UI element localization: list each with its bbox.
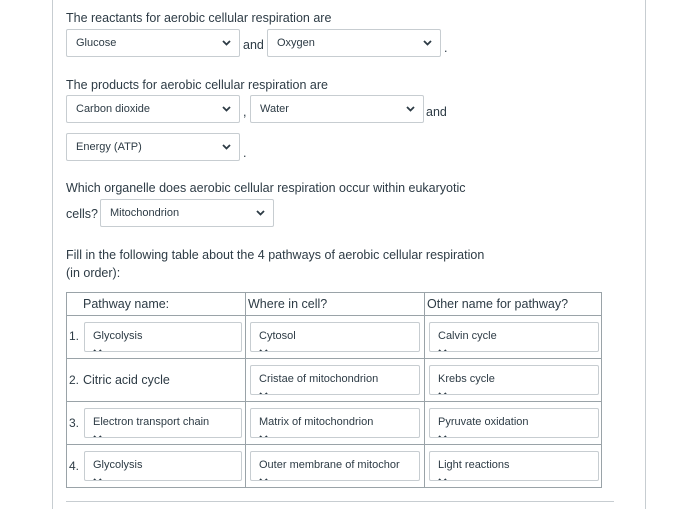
q1-end: . [444, 41, 448, 55]
location-cell [246, 316, 425, 359]
location-cell [246, 359, 425, 402]
location-select[interactable] [250, 365, 420, 395]
q2-end: . [243, 146, 247, 160]
product-2-value: Water [260, 103, 289, 115]
chevron-down-icon [259, 478, 419, 481]
chevron-down-icon [438, 478, 598, 481]
header-pathway-name [67, 293, 246, 316]
other-name-select[interactable] [429, 322, 599, 352]
chevron-down-icon [93, 349, 241, 352]
reactant-2-select[interactable] [267, 29, 441, 57]
header-pathway-name-label: Pathway name: [83, 297, 170, 311]
chevron-down-icon [259, 349, 419, 352]
pathway-value: Citric acid cycle [83, 373, 170, 387]
chevron-down-icon [438, 349, 598, 352]
location-select[interactable] [250, 322, 420, 352]
q2-prompt: The products for aerobic cellular respiration are [66, 78, 328, 92]
location-value: Cytosol [259, 330, 296, 342]
pathway-value: Glycolysis [93, 459, 143, 471]
pathway-cell [67, 359, 246, 402]
header-where-in-cell [246, 293, 425, 316]
chevron-down-icon [222, 30, 231, 56]
chevron-down-icon [259, 435, 419, 438]
table-row [67, 359, 602, 402]
header-where-in-cell-label: Where in cell? [248, 297, 328, 311]
row-number: 1. [69, 329, 80, 343]
reactant-1-select[interactable] [66, 29, 240, 57]
q3-prompt-line1: Which organelle does aerobic cellular respiration occur within eukaryotic [66, 181, 466, 195]
other-name-cell [425, 402, 602, 445]
reactant-1-value: Glucose [76, 37, 117, 49]
q1-prompt: The reactants for aerobic cellular respiration are [66, 11, 332, 25]
pathway-select[interactable] [84, 408, 242, 438]
pathway-value: Electron transport chain [93, 416, 210, 428]
product-1-value: Carbon dioxide [76, 103, 150, 115]
other-name-cell [425, 445, 602, 488]
pathway-value: Glycolysis [93, 330, 143, 342]
reactant-2-value: Oxygen [277, 37, 315, 49]
table-header-row [67, 293, 602, 316]
table-row [67, 402, 602, 445]
header-other-name [425, 293, 602, 316]
organelle-value: Mitochondrion [110, 207, 180, 219]
pathways-table [66, 292, 602, 488]
q4-prompt-line1: Fill in the following table about the 4 pathways of aerobic cellular respiration [66, 248, 485, 262]
pathway-cell [67, 316, 246, 359]
other-name-value: Calvin cycle [438, 330, 497, 342]
chevron-down-icon [93, 478, 241, 481]
row-number: 3. [69, 416, 80, 430]
chevron-down-icon [93, 435, 241, 438]
product-3-select[interactable] [66, 133, 240, 161]
other-name-select[interactable] [429, 408, 599, 438]
chevron-down-icon [222, 96, 231, 122]
table-row [67, 316, 602, 359]
other-name-select[interactable] [429, 365, 599, 395]
chevron-down-icon [222, 134, 231, 160]
header-other-name-label: Other name for pathway? [427, 297, 569, 311]
chevron-down-icon [256, 200, 265, 226]
other-name-cell [425, 316, 602, 359]
pathway-cell [67, 445, 246, 488]
product-1-select[interactable] [66, 95, 240, 123]
q2-joiner: and [426, 105, 447, 119]
q4-prompt-line2: (in order): [66, 266, 121, 280]
location-value: Outer membrane of mitochor [259, 459, 400, 471]
other-name-select[interactable] [429, 451, 599, 481]
other-name-value: Pyruvate oxidation [438, 416, 529, 428]
location-value: Matrix of mitochondrion [259, 416, 374, 428]
pathway-cell [67, 402, 246, 445]
row-number: 2. [69, 373, 80, 387]
table-row [67, 445, 602, 488]
chevron-down-icon [438, 435, 598, 438]
product-2-select[interactable] [250, 95, 424, 123]
q2-comma: , [243, 105, 247, 119]
row-number: 4. [69, 459, 80, 473]
other-name-value: Krebs cycle [438, 373, 495, 385]
location-cell [246, 445, 425, 488]
location-select[interactable] [250, 408, 420, 438]
product-3-value: Energy (ATP) [76, 141, 142, 153]
pathway-select[interactable] [84, 322, 242, 352]
q3-prompt-line2: cells? [66, 207, 98, 221]
other-name-cell [425, 359, 602, 402]
other-name-value: Light reactions [438, 459, 510, 471]
divider [66, 501, 614, 502]
location-cell [246, 402, 425, 445]
chevron-down-icon [423, 30, 432, 56]
chevron-down-icon [259, 392, 419, 395]
location-select[interactable] [250, 451, 420, 481]
chevron-down-icon [438, 392, 598, 395]
chevron-down-icon [406, 96, 415, 122]
organelle-select[interactable] [100, 199, 274, 227]
location-value: Cristae of mitochondrion [259, 373, 379, 385]
q1-joiner: and [243, 38, 264, 52]
pathway-select[interactable] [84, 451, 242, 481]
